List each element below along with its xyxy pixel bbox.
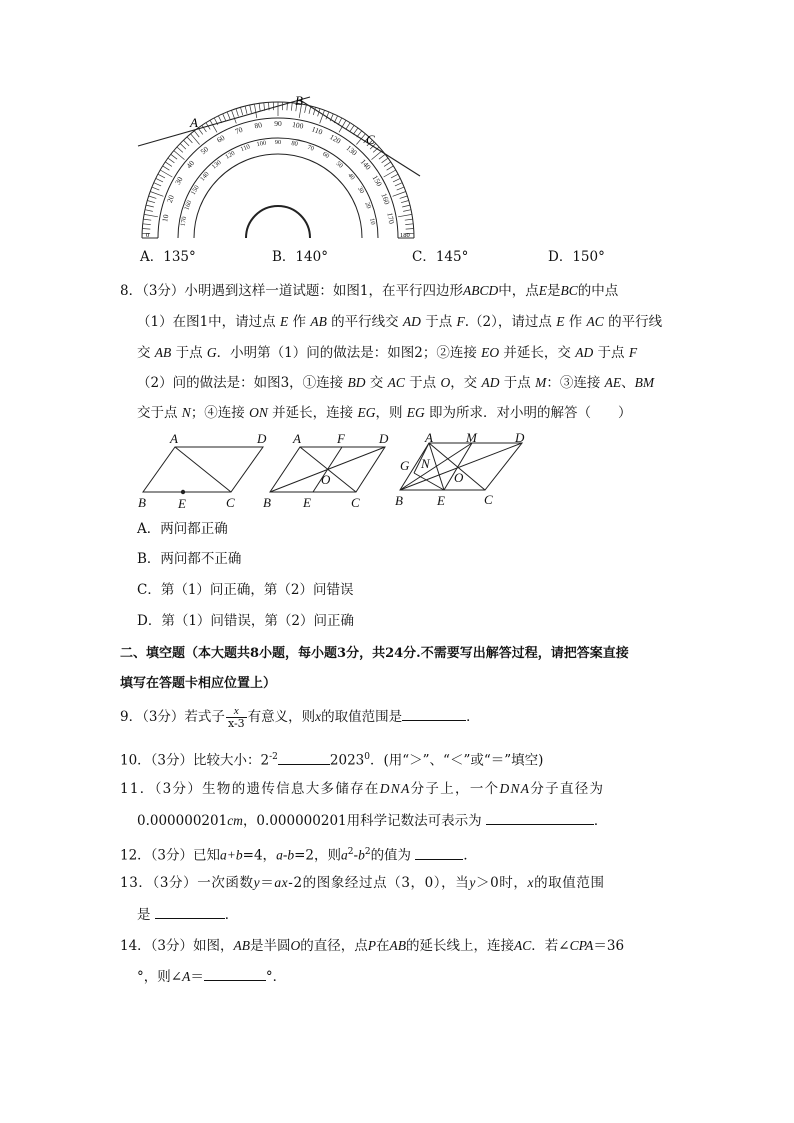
svg-text:E: E [303, 495, 311, 510]
protractor-inner-number: 130 [210, 159, 223, 171]
protractor-tick [147, 201, 155, 203]
protractor-tick [395, 183, 402, 186]
protractor-tick [154, 183, 161, 186]
q8-line-2: （1）在图1中，请过点 E 作 AB 的平行线交 AD 于点 F.（2），请过点 E 作 AC 的平行线 [137, 314, 663, 330]
protractor-inner-number: 40 [346, 171, 356, 182]
svg-text:D: D [379, 431, 389, 446]
protractor-tick [379, 154, 385, 159]
svg-text:B: B [263, 495, 271, 510]
protractor-tick [320, 110, 325, 123]
scale-end-right: 180 [400, 232, 410, 239]
protractor-tick [393, 178, 400, 182]
protractor-tick [227, 112, 230, 119]
protractor-tick [245, 106, 247, 114]
protractor-inner-number: 20 [363, 201, 373, 210]
protractor-inner-number: 140 [199, 170, 211, 183]
protractor-tick [254, 104, 256, 118]
protractor-tick [145, 210, 153, 212]
q13-line-2: 是 ． [137, 907, 239, 923]
svg-text:N: N [421, 456, 430, 471]
protractor-tick [350, 125, 355, 132]
q7-option-b[interactable]: B．140° [272, 249, 328, 265]
protractor-tick [156, 178, 163, 182]
protractor-tick [402, 205, 410, 207]
protractor-inner-number: 60 [321, 150, 331, 160]
protractor-inner-number: 150 [189, 184, 201, 197]
protractor-tick [384, 162, 391, 167]
q12-answer-blank[interactable] [415, 846, 463, 860]
protractor-inner-number: 80 [290, 139, 299, 148]
protractor-tick [163, 166, 170, 170]
protractor-outer-number: 80 [253, 120, 263, 131]
section-2-heading-cont: 填写在答题卡相应位置上） [120, 676, 277, 691]
protractor-tick [177, 147, 183, 152]
svg-text:B: B [395, 493, 403, 508]
section-2-heading: 二、填空题（本大题共8小题，每小题3分，共24分.不需要写出解答过程，请把答案直接 [120, 646, 629, 661]
svg-text:F: F [337, 431, 345, 446]
q8-figure-1 [135, 430, 270, 512]
protractor-tick [291, 103, 292, 111]
protractor-tick [398, 214, 412, 216]
q9-fraction: $\frac{x}{x-3}$ [227, 705, 245, 730]
q11-line-2: 0.000000201cm，0.000000201用科学记数法可表示为 ． [137, 813, 608, 829]
protractor-outer-number: 20 [164, 193, 176, 204]
protractor-tick [397, 187, 404, 190]
q8-text: 的中点 [577, 283, 619, 299]
protractor-tick [403, 210, 411, 212]
protractor-tick [143, 224, 151, 225]
q12: 12．（3分）已知a+b=4，a-b=2，则$a^2-b^2$的值为 ． [120, 847, 477, 864]
protractor-tick [187, 137, 192, 143]
protractor-tick [143, 219, 151, 220]
protractor-inner-number: 10 [368, 217, 377, 226]
protractor-tick [393, 192, 406, 197]
q8-figure-2 [260, 430, 395, 512]
svg-text:M: M [466, 430, 477, 445]
scale-end-left: 0 [146, 232, 150, 239]
q8-text: 8．（3分）小明遇到这样一道试题：如图1，在平行四边形 [120, 283, 464, 299]
protractor-tick [387, 166, 394, 170]
svg-text:C: C [484, 492, 493, 507]
q8-line-1 [120, 282, 618, 300]
q14-line-2: °，则∠A＝ °． [137, 969, 287, 985]
protractor-outer-number: 30 [173, 175, 185, 187]
protractor-outer-number: 130 [344, 143, 359, 158]
svg-text:A: A [425, 430, 433, 445]
q8-var: ABCD [463, 283, 499, 298]
protractor-outer-number: 110 [310, 124, 324, 137]
protractor-tick [406, 229, 414, 230]
q10-answer-blank[interactable] [278, 751, 330, 765]
protractor-outer-number: 100 [291, 119, 305, 131]
q8-text: 中，点 [498, 283, 539, 299]
svg-text:E: E [178, 496, 186, 511]
protractor-tick [158, 174, 165, 178]
protractor-tick [236, 109, 238, 117]
q8-line-4: （2）问的做法是：如图3，①连接 BD 交 AC 于点 O，交 AD 于点 M：③连接 AE、BM [137, 375, 655, 391]
protractor-outer-number: 170 [385, 211, 397, 225]
protractor-inner-number: 110 [239, 143, 252, 154]
protractor-inner-number: 90 [274, 139, 282, 146]
point-a-label: A [190, 115, 198, 130]
svg-text:O: O [454, 470, 464, 485]
q14-answer-blank[interactable] [204, 967, 266, 981]
protractor-outer-number: 60 [215, 133, 227, 145]
protractor-outer-number: 160 [379, 192, 392, 206]
protractor-tick [223, 114, 226, 121]
q8-option-d[interactable]: D．第（1）问错误，第（2）问正确 [137, 613, 355, 629]
protractor-inner-number: 160 [183, 199, 194, 212]
protractor-inner-number: 50 [334, 160, 345, 170]
protractor-inner-number: 120 [224, 149, 237, 161]
protractor-outer-number: 40 [184, 158, 197, 171]
protractor-tick [382, 158, 388, 163]
point-c-label: C [366, 132, 375, 147]
protractor-inner-number: 100 [256, 139, 267, 149]
protractor-tick [149, 196, 157, 198]
protractor-outer-number: 140 [358, 157, 373, 172]
point-b-label: B [295, 93, 303, 108]
q8-option-c[interactable]: C．第（1）问正确，第（2）问错误 [137, 582, 354, 598]
protractor-tick [391, 174, 398, 178]
protractor-figure [130, 88, 430, 243]
protractor-tick [401, 201, 409, 203]
protractor-tick [346, 123, 350, 130]
protractor-outer-number: 50 [198, 144, 211, 157]
svg-text:A: A [170, 431, 178, 446]
protractor-tick [142, 229, 150, 230]
protractor-tick [194, 131, 199, 137]
q13-answer-blank[interactable] [155, 905, 225, 919]
q8-option-a[interactable]: A．两问都正确 [137, 521, 228, 537]
protractor-inner-number: 170 [179, 216, 189, 227]
q8-text: 是 [547, 283, 561, 299]
protractor-outer-number: 150 [370, 173, 384, 188]
protractor-tick [353, 128, 358, 134]
svg-text:O: O [321, 472, 331, 487]
q9: 9．（3分）若式子 $\frac{x}{x-3}$ 有意义，则x的取值范围是 ． [120, 705, 480, 730]
svg-text:D: D [257, 431, 267, 446]
protractor-tick [150, 192, 163, 197]
protractor-outer-number: 10 [160, 213, 171, 223]
q11-answer-blank[interactable] [486, 811, 594, 825]
svg-text:D: D [515, 430, 525, 445]
q8-line-3: 交 AB 于点 G．小明第（1）问的做法是：如图2；②连接 EO 并延长，交 AD 于点 F [137, 345, 638, 361]
protractor-outer-number: 90 [274, 119, 282, 128]
q8-var: E [538, 283, 548, 298]
protractor-tick [146, 205, 154, 207]
protractor-tick [250, 105, 252, 113]
q8-var: BC [560, 283, 578, 298]
protractor-tick [184, 140, 190, 146]
q14-line-1: 14．（3分）如图，AB是半圆O的直径，点P在AB的延长线上，连接AC．若∠CPA＝36 [120, 938, 625, 954]
svg-text:E: E [437, 493, 445, 508]
q11-line-1: 11．（3分）生物的遗传信息大多储存在DNA分子上，一个DNA分子直径为 [120, 781, 605, 797]
protractor-tick [405, 224, 413, 225]
protractor-outer-number: 120 [328, 132, 343, 146]
protractor-inner-number: 70 [306, 143, 315, 153]
q8-line-5: 交于点 N；④连接 ON 并延长，连接 EG，则 EG 即为所求．对小明的解答（ ） [137, 405, 632, 421]
protractor-tick [305, 105, 307, 113]
q8-figure-3 [392, 430, 532, 512]
q9-answer-blank[interactable] [402, 707, 466, 721]
protractor-tick [259, 103, 260, 111]
protractor-tick [405, 219, 413, 220]
q8-option-b[interactable]: B．两问都不正确 [137, 551, 242, 567]
protractor-tick [152, 187, 159, 190]
protractor-tick [180, 144, 186, 150]
q7-option-d[interactable]: D．150° [548, 249, 605, 265]
svg-text:G: G [400, 458, 410, 473]
protractor-tick [241, 107, 243, 115]
svg-text:B: B [138, 495, 146, 510]
protractor-tick [165, 162, 172, 167]
protractor-tick [171, 154, 177, 159]
q10: 10．（3分）比较大小：$2^{-2}$ 2023$^0$．(用“＞”、“＜”或“＝”填空) [120, 752, 544, 769]
svg-text:C: C [226, 495, 235, 510]
svg-text:C: C [351, 495, 360, 510]
protractor-outer-number: 70 [233, 124, 244, 136]
q13-line-1: 13．（3分）一次函数y＝ax-2的图象经过点（3，0），当y＞0时，x的取值范围 [120, 875, 605, 891]
q7-option-c[interactable]: C．145° [412, 249, 469, 265]
protractor-inner-number: 30 [356, 185, 366, 195]
q7-option-a[interactable]: A．135° [140, 249, 196, 265]
protractor-tick [144, 214, 158, 216]
protractor-tick [168, 158, 174, 163]
protractor-tick [232, 110, 237, 123]
protractor-tick [400, 196, 408, 198]
svg-text:A: A [293, 431, 301, 446]
